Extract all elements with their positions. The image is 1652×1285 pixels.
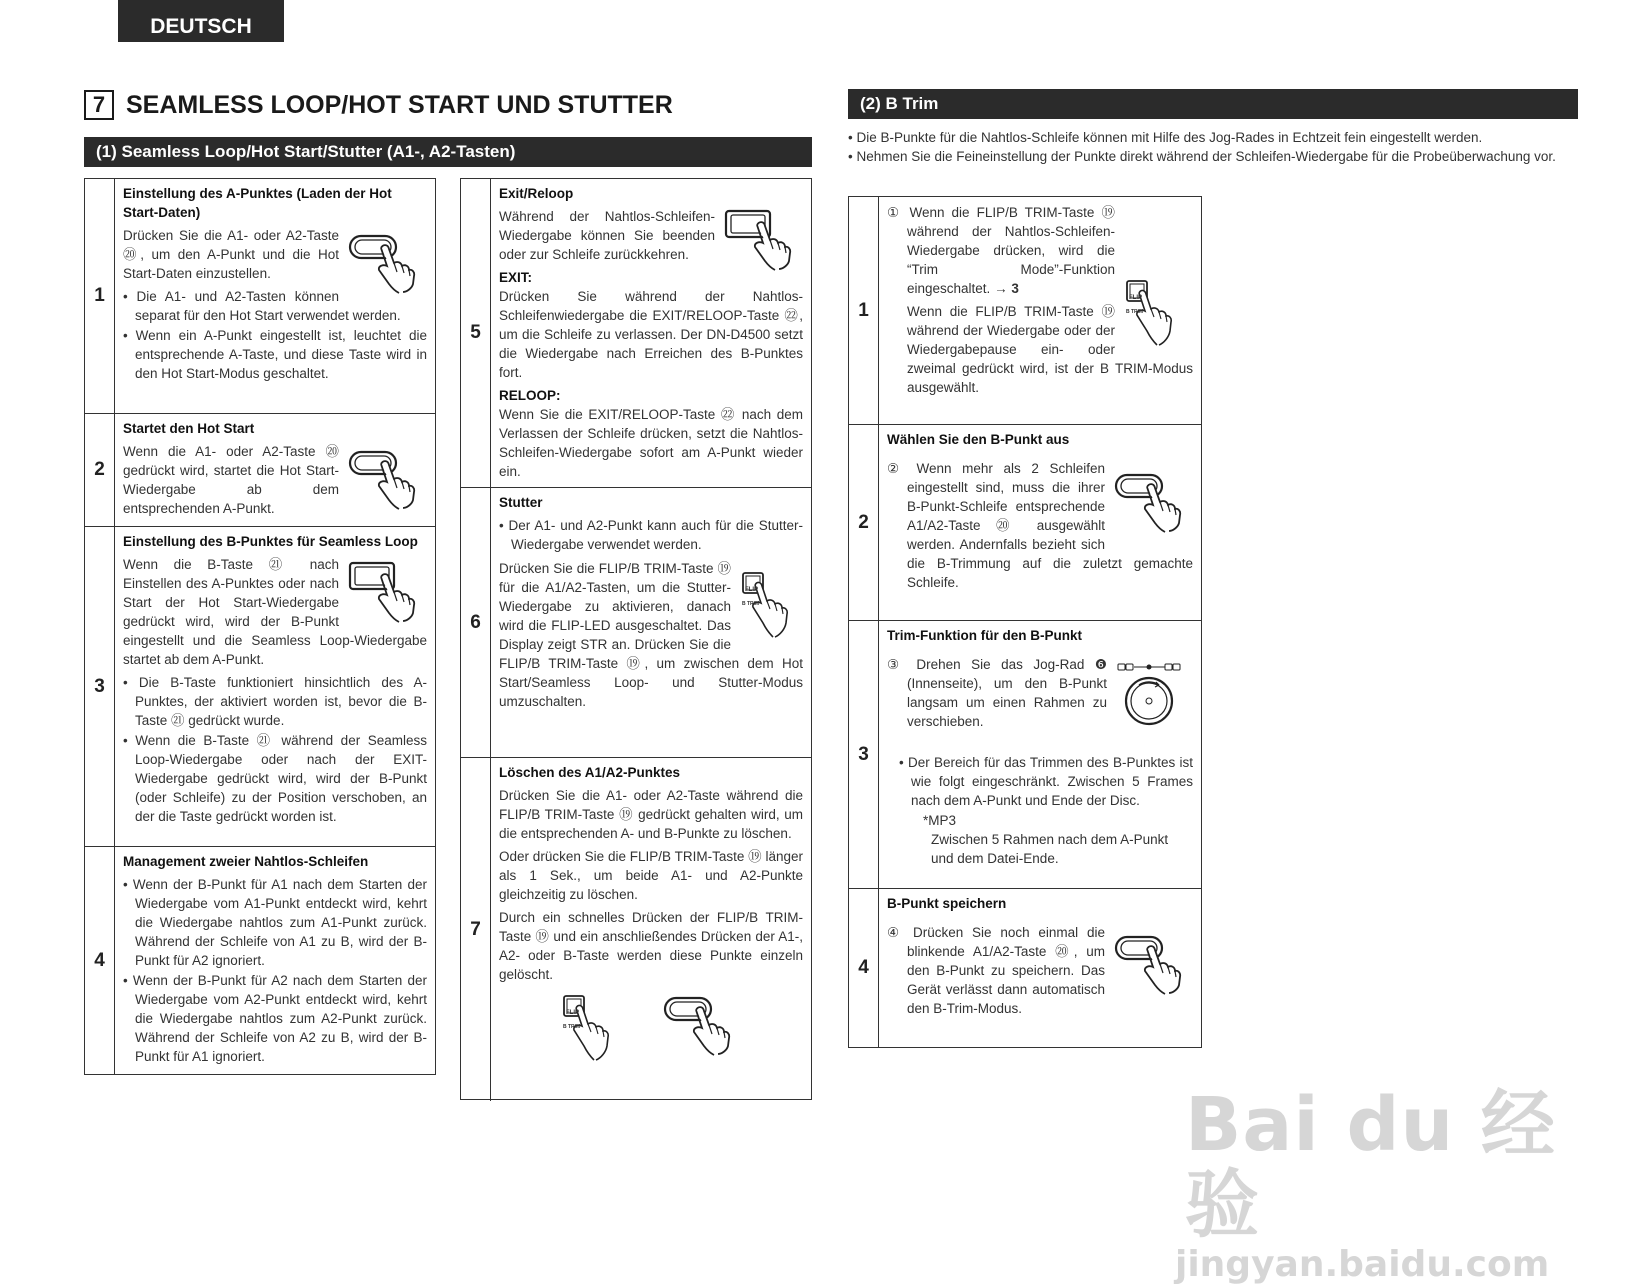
step-title: Einstellung des A-Punktes (Laden der Hot Start-Daten) — [123, 186, 392, 220]
step-text: Durch ein schnelles Drücken der FLIP/B TRIM-Taste ⑲ und ein anschließendes Drücken der A1-, A2- oder B-Taste werden diese Punkte einzeln gelöscht. — [499, 910, 803, 982]
intro-bullet: • Die B-Punkte für die Nahtlos-Schleife können mit Hilfe des Jog-Rades in Echtzeit fein eingestellt werden. — [848, 130, 1483, 145]
button-press-hand-icon — [723, 207, 803, 271]
step-number: 3 — [849, 621, 879, 888]
step-number: 4 — [849, 889, 879, 1047]
step-text: ④ Drücken Sie noch einmal die blinkende A1/A2-Taste ⑳, um den B-Punkt zu speichern. Das Gerät verlässt dann automatisch den B-Trim-Modus. — [887, 925, 1105, 1016]
subheading-exit: EXIT: — [499, 270, 533, 285]
exit-text: Drücken Sie während der Nahtlos-Schleifenwiedergabe die EXIT/RELOOP-Taste ㉒, um die Schleife zu verlassen. Der DN-D4500 setzt die Wiedergabe nach Erreichen des B-Punktes fort. — [499, 289, 803, 380]
step-title: Stutter — [499, 495, 543, 510]
btrim-step-row-4 — [849, 889, 1201, 1047]
flip-label: FLIP — [566, 1010, 579, 1016]
step-text: Wenn die B-Taste ㉑ nach Einstellen des A-Punktes oder nach Start der Hot Start-Wiedergabe gedrückt wird, wird der B-Punkt eingestellt und die Seamless Loop-Wiedergabe startet ab dem A-Punkt. — [123, 557, 427, 667]
step-number: 7 — [461, 758, 491, 1101]
button-press-hand-icon — [1113, 931, 1193, 995]
subheading-reloop: RELOOP: — [499, 388, 561, 403]
arrow-ref: → 3 — [994, 281, 1019, 296]
flip-btrim-button-illustration — [560, 992, 624, 1064]
button-press-hand-icon — [1113, 469, 1193, 533]
step-number: 2 — [85, 414, 115, 526]
section2-heading: (2) B Trim — [848, 89, 1578, 119]
flip-label: FLIP — [1129, 295, 1142, 301]
flip-btrim-button-illustration — [739, 569, 803, 641]
button-press-hand-icon — [347, 446, 427, 510]
step-text: Drücken Sie die A1- oder A2-Taste während die FLIP/B TRIM-Taste ⑲ gedrückt gehalten wird, um die entsprechenden A- und B-Punkte zu löschen. — [499, 788, 803, 841]
step-text: Während der Nahtlos-Schleifen-Wiedergabe können Sie beenden oder zur Schleife zurückkehren. — [499, 209, 715, 262]
section1-heading: (1) Seamless Loop/Hot Start/Stutter (A1-, A2-Tasten) — [84, 137, 812, 167]
bullet-item: • Wenn der B-Punkt für A2 nach dem Starten der Wiedergabe vom A2-Punkt entdeckt wird, kehrt die Wiedergabe nahtlos zum A2-Punkt zurück. Während der Schleife von A2 zu B, wird der B-Punkt für A1 ignoriert. — [123, 973, 427, 1064]
steps-column-1 — [84, 178, 436, 1075]
bullet-item: • Wenn der B-Punkt für A1 nach dem Starten der Wiedergabe vom A1-Punkt entdeckt wird, kehrt die Wiedergabe nahtlos zum A1-Punkt zurück. Während der Schleife von A1 zu B, wird der B-Punkt für A2 ignoriert. — [123, 877, 427, 968]
flip-btrim-button-illustration — [1123, 277, 1187, 349]
bullet-item: • Wenn die B-Taste ㉑ während der Seamless Loop-Wiedergabe oder nach der EXIT-Wiedergabe gedrückt wird, wird der B-Punkt (oder Schleife) zu der Position verschoben, an der die Taste gedrückt worden ist. — [123, 733, 427, 824]
jog-wheel-icon — [1115, 659, 1185, 729]
language-tab: DEUTSCH — [118, 0, 284, 42]
step-text: Wenn die A1- oder A2-Taste ⑳ gedrückt wird, startet die Hot Start-Wiedergabe ab dem entsprechenden A-Punkt. — [123, 444, 339, 516]
btrim-steps-column — [848, 196, 1202, 1048]
button-press-hand-icon — [347, 230, 427, 294]
step-text: Drücken Sie die FLIP/B TRIM-Taste ⑲ für die A1/A2-Tasten, um die Stutter-Wiedergabe zu aktivieren, danach wird die FLIP-LED ausgeschaltet. Das Display zeigt STR an. Drücken Sie die FLIP/B TRIM-Taste ⑲, um zwischen dem Hot Start/Seamless Loop- und Stutter-Modus umzuschalten. — [499, 561, 803, 709]
step-title: B-Punkt speichern — [887, 896, 1007, 911]
step-title: Löschen des A1/A2-Punktes — [499, 765, 681, 780]
bullet-item: • Der A1- und A2-Punkt kann auch für die Stutter-Wiedergabe verwendet werden. — [499, 518, 803, 552]
intro-bullet: • Nehmen Sie die Feineinstellung der Punkte direkt während der Schleifen-Wiedergabe für die Probeüberwachung vor. — [848, 149, 1556, 164]
mp3-text: Zwischen 5 Rahmen nach dem A-Punkt und dem Datei-Ende. — [931, 832, 1169, 866]
step-row-3 — [85, 527, 435, 847]
step-title: Management zweier Nahtlos-Schleifen — [123, 854, 369, 869]
mp3-label: *MP3 — [923, 813, 957, 828]
reloop-text: Wenn Sie die EXIT/RELOOP-Taste ㉒ nach dem Verlassen der Schleife drücken, setzt die Nahtlos-Schleifen-Wiedergabe sofort am A-Punkt wieder ein. — [499, 407, 803, 479]
btrim-step-row-2 — [849, 425, 1201, 621]
section-number: 7 — [84, 90, 114, 120]
btrim-step-row-3 — [849, 621, 1201, 889]
btrim-label: B TRIM — [563, 1024, 581, 1030]
step-text: Oder drücken Sie die FLIP/B TRIM-Taste ⑲ länger als 1 Sek., um beide A1- und A2-Punkte gleichzeitig zu löschen. — [499, 849, 803, 902]
step-row-4 — [85, 847, 435, 1074]
watermark-url: jingyan.baidu.com — [1175, 1244, 1550, 1285]
step-number: 4 — [85, 847, 115, 1074]
baidu-watermark — [1175, 1082, 1575, 1285]
watermark-main: Bai du 经验 — [1185, 1082, 1556, 1248]
step-text: Drücken Sie die A1- oder A2-Taste ⑳, um den A-Punkt und die Hot Start-Daten einzustellen. — [123, 228, 339, 281]
step-title: Einstellung des B-Punktes für Seamless Loop — [123, 534, 418, 549]
step-text: ② Wenn mehr als 2 Schleifen eingestellt sind, muss die ihrer B-Punkt-Schleife entsprechende A1/A2-Taste ⑳ ausgewählt werden. Andernfalls bezieht sich die B-Trimmung auf die zuletzt gemachte Schleife. — [887, 461, 1193, 590]
btrim-label: B TRIM — [1126, 309, 1144, 315]
bullet-item: • Die A1- und A2-Tasten können separat für den Hot Start verwendet werden. — [123, 289, 401, 323]
btrim-step-row-1 — [849, 197, 1201, 425]
step-number: 6 — [461, 488, 491, 757]
bullet-item: • Die B-Taste funktioniert hinsichtlich des A-Punktes, der aktiviert worden ist, bevor die B-Taste ㉑ gedrückt wurde. — [123, 675, 427, 728]
step-number: 3 — [85, 527, 115, 846]
button-press-hand-icon — [347, 559, 427, 623]
bullet-item: • Wenn ein A-Punkt eingestellt ist, leuchtet die entsprechende A-Taste, und diese Taste wird in den Hot Start-Modus geschaltet. — [123, 328, 427, 381]
step-row-7 — [461, 758, 811, 1101]
step-title: Exit/Reloop — [499, 186, 574, 201]
step7-illustrations — [499, 992, 803, 1064]
btrim-label: B TRIM — [742, 601, 760, 607]
step-row-6 — [461, 488, 811, 758]
step-number: 1 — [849, 197, 879, 424]
page-title — [84, 88, 673, 122]
step-text: ① Wenn die FLIP/B TRIM-Taste ⑲ während der Nahtlos-Schleifen-Wiedergabe drücken, wird die “Trim Mode”-Funktion eingeschaltet. → 3 — [887, 205, 1115, 296]
section2-intro — [848, 128, 1578, 166]
step-text: ③ Drehen Sie das Jog-Rad ❻ (Innenseite), um den B-Punkt langsam um einen Rahmen zu verschieben. — [887, 657, 1107, 729]
bullet-item: • Der Bereich für das Trimmen des B-Punktes ist wie folgt eingeschränkt. Zwischen 5 Frames nach dem A-Punkt und Ende der Disc. — [899, 755, 1193, 808]
steps-column-2 — [460, 178, 812, 1100]
step-row-5 — [461, 179, 811, 488]
step-number: 2 — [849, 425, 879, 620]
step-text: Wenn die FLIP/B TRIM-Taste ⑲ während der Wiedergabe oder der Wiedergabepause ein- oder zweimal gedrückt wird, ist der B TRIM-Modus ausgewählt. — [907, 304, 1193, 395]
step-row-2 — [85, 414, 435, 527]
step-row-1 — [85, 179, 435, 414]
step-title: Trim-Funktion für den B-Punkt — [887, 628, 1082, 643]
step-number: 1 — [85, 179, 115, 413]
step-title: Wählen Sie den B-Punkt aus — [887, 432, 1070, 447]
step-number: 5 — [461, 179, 491, 487]
flip-label: FLIP — [745, 587, 758, 593]
button-press-hand-icon — [662, 992, 742, 1056]
step-title: Startet den Hot Start — [123, 421, 255, 436]
page-title-text: SEAMLESS LOOP/HOT START UND STUTTER — [126, 90, 673, 119]
